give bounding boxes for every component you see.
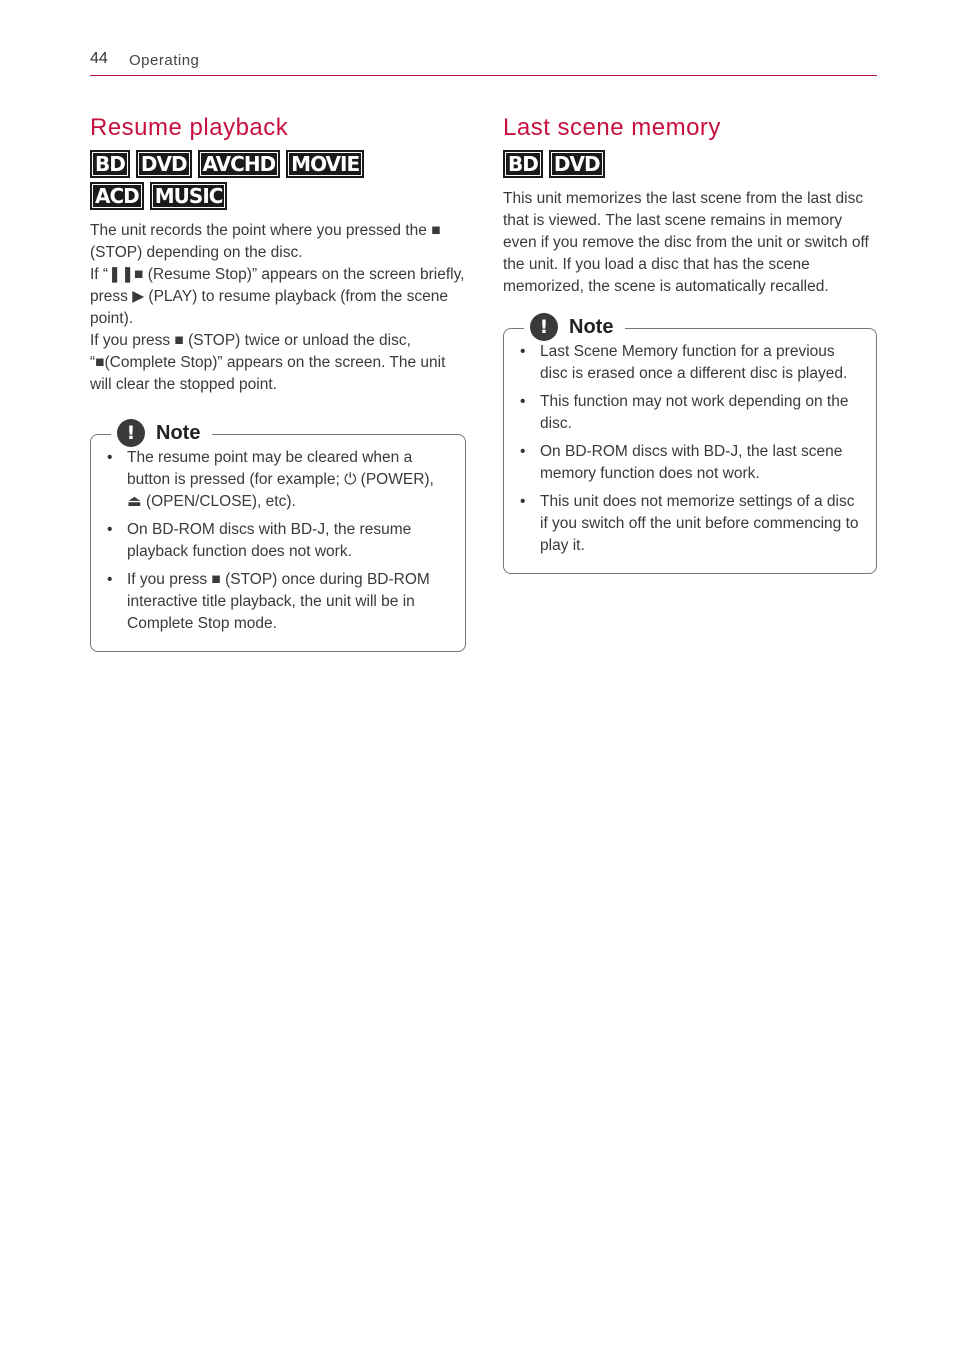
badge-dvd: DVD — [549, 150, 605, 178]
badge-bd: BD — [503, 150, 543, 178]
resume-playback-section — [90, 112, 466, 652]
badge-dvd: DVD — [136, 150, 192, 178]
badge-music: MUSIC — [150, 182, 228, 210]
list-item: • On BD-ROM discs with BD-J, the last scene memory function does not work. — [520, 441, 860, 485]
badge-bd: BD — [90, 150, 130, 178]
disc-type-badges — [90, 150, 420, 210]
note-list — [107, 447, 449, 635]
note-box — [503, 315, 877, 574]
paragraph: If you press ■ (STOP) twice or unload the disc, “■(Complete Stop)” appears on the screen. The unit will clear the stopped point. — [90, 332, 446, 393]
last-scene-memory-section — [503, 112, 877, 574]
disc-type-badges — [503, 150, 833, 178]
exclamation-icon: ! — [530, 313, 558, 341]
section-name: Operating — [129, 52, 200, 69]
exclamation-icon: ! — [117, 419, 145, 447]
paragraph: This unit memorizes the last scene from the last disc that is viewed. The last scene remains in memory even if you remove the disc from the unit or switch off the unit. If you load a disc that has the scene memorized, the scene is automatically recalled. — [503, 190, 869, 295]
paragraph: If “❚❚■ (Resume Stop)” appears on the screen briefly, press ▶ (PLAY) to resume playback (from the scene point). — [90, 266, 465, 327]
page-number: 44 — [90, 50, 108, 67]
note-list — [520, 341, 860, 557]
badge-movie: MOVIE — [286, 150, 364, 178]
list-item: • On BD-ROM discs with BD-J, the resume playback function does not work. — [107, 519, 449, 563]
section-title: Resume playback — [90, 114, 289, 141]
badge-acd: ACD — [90, 182, 144, 210]
badge-avchd: AVCHD — [198, 150, 281, 178]
note-box — [90, 421, 466, 652]
body-text — [503, 188, 877, 298]
paragraph: The unit records the point where you pressed the ■ (STOP) depending on the disc. — [90, 222, 441, 261]
list-item: • The resume point may be cleared when a button is pressed (for example; ⏻ (POWER), ⏏ (OPEN/CLOSE), etc). — [107, 447, 449, 513]
list-item: • Last Scene Memory function for a previous disc is erased once a different disc is played. — [520, 341, 860, 385]
list-item: • This unit does not memorize settings of a disc if you switch off the unit before commencing to play it. — [520, 491, 860, 557]
note-header — [524, 312, 625, 342]
note-header — [111, 418, 212, 448]
page-header — [90, 48, 877, 76]
note-title: Note — [156, 421, 201, 444]
section-title: Last scene memory — [503, 114, 721, 141]
list-item: • This function may not work depending on the disc. — [520, 391, 860, 435]
note-title: Note — [569, 315, 614, 338]
body-text — [90, 220, 466, 396]
list-item: • If you press ■ (STOP) once during BD-ROM interactive title playback, the unit will be in Complete Stop mode. — [107, 569, 449, 635]
